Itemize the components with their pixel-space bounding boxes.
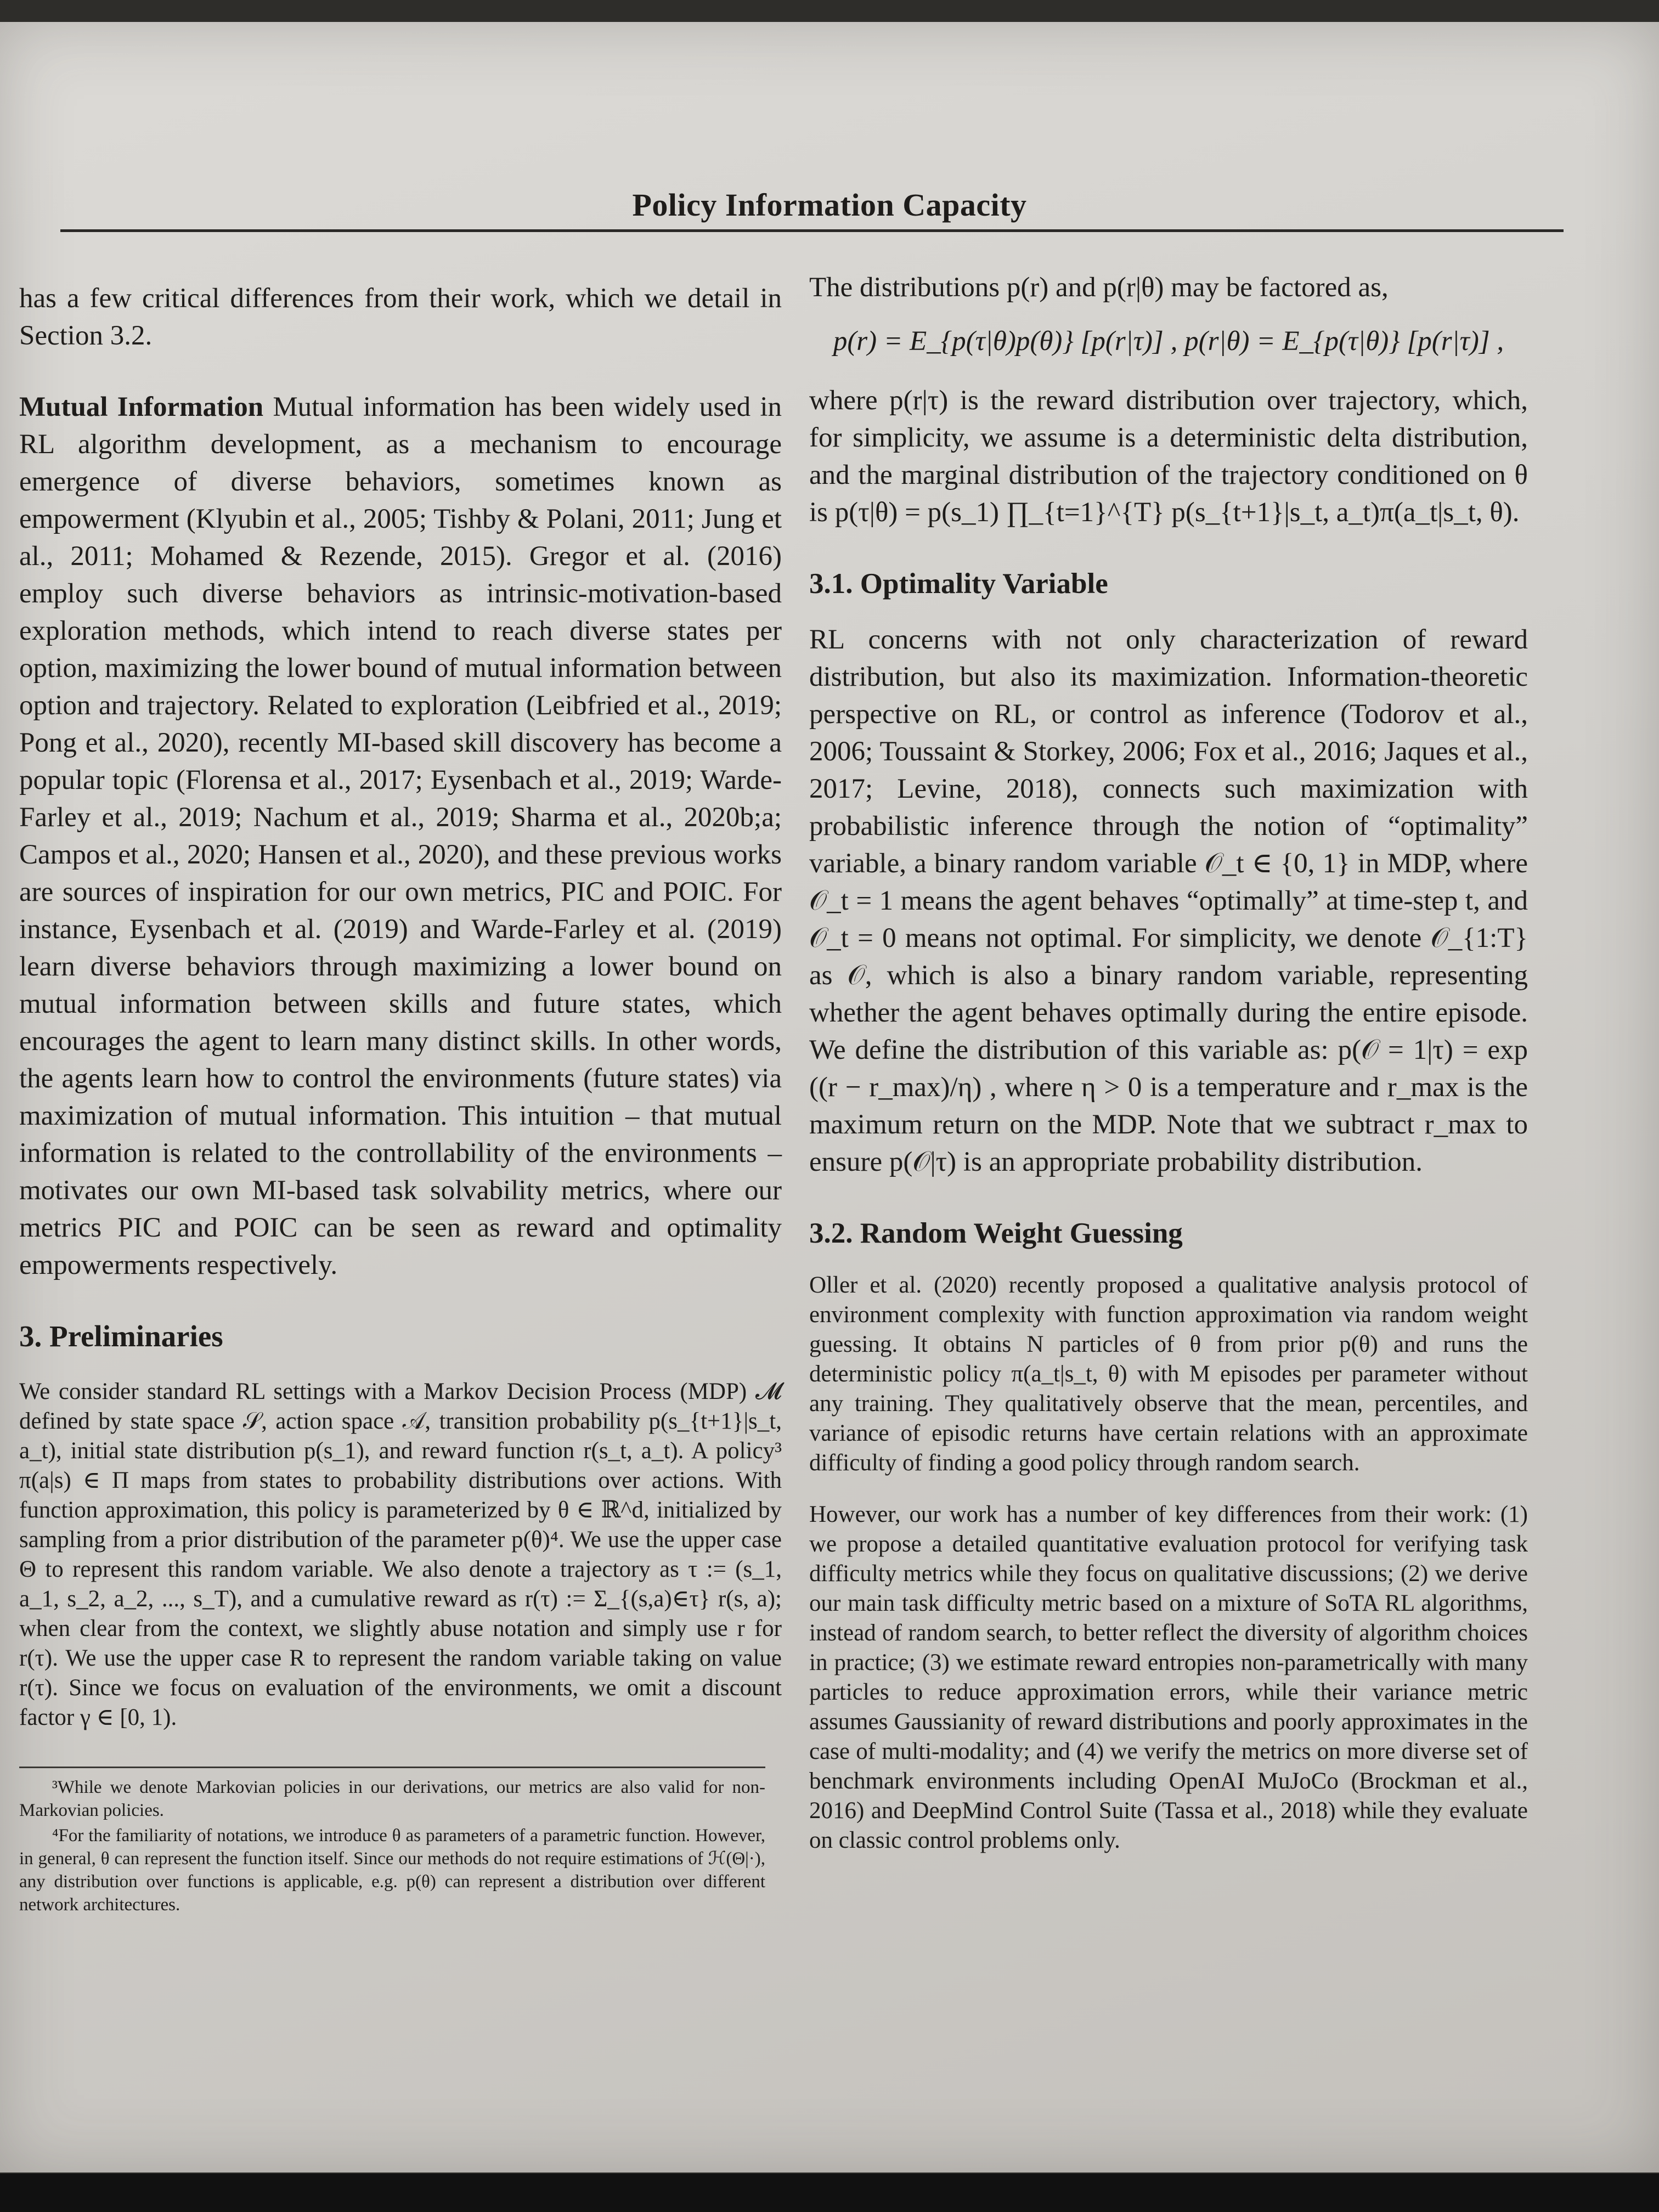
paper-page	[0, 22, 1659, 2172]
footnote-4: ⁴For the familiarity of notations, we introduce θ as parameters of a parametric function. However, in general, θ can represent the function itself. Since our methods do not require estimations of ℋ(Θ|·), any distribution over functions is applicable, e.g. p(θ) can represent a distribution over different network architectures.	[19, 1826, 765, 1915]
running-head: Policy Information Capacity	[632, 187, 1027, 223]
left-column	[19, 280, 782, 1918]
subsection-title-random-weight-guessing: 3.2. Random Weight Guessing	[809, 1217, 1183, 1249]
reward-factorization-equation: p(r) = E_{p(τ|θ)p(θ)} [p(r|τ)] , p(r|θ) = E_{p(τ|θ)} [p(r|τ)] ,	[833, 326, 1504, 357]
footnote-3: ³While we denote Markovian policies in our derivations, our metrics are also valid for non-Markovian policies.	[19, 1778, 765, 1820]
mutual-information-paragraph	[19, 388, 782, 1284]
mutual-information-body: Mutual information has been widely used in RL algorithm development, as a mechanism to encourage emergence of diverse behaviors, sometimes known as empowerment (Klyubin et al., 2005; Tishby & Polani, 2011; Jung et al., 2011; Mohamed & Rezende, 2015). Gregor et al. (2016) employ such diverse behaviors as intrinsic-motivation-based exploration methods, which intend to reach diverse states per option, maximizing the lower bound of mutual information between option and trajectory. Related to exploration (Leibfried et al., 2019; Pong et al., 2020), recently MI-based skill discovery has become a popular topic (Florensa et al., 2017; Eysenbach et al., 2019; Warde-Farley et al., 2019; Nachum et al., 2019; Sharma et al., 2020b;a; Campos et al., 2020; Hansen et al., 2020), and these previous works are sources of inspiration for our own metrics, PIC and POIC. For instance, Eysenbach et al. (2019) and Warde-Farley et al. (2019) learn diverse behaviors through maximizing a lower bound on mutual information between skills and future states, which encourages the agent to learn many distinct skills. In other words, the agents learn how to control the environments (future states) via maximization of mutual information. This intuition – that mutual information is related to the controllability of the environments – motivates our own MI-based task solvability metrics, where our metrics PIC and POIC can be seen as reward and optimality empowerments respectively.	[19, 392, 782, 1280]
random-weight-paragraph-2: However, our work has a number of key differences from their work: (1) we propose a detailed quantitative evaluation protocol for verifying task difficulty metrics while they focus on qualitative discussions; (2) we derive our main task difficulty metric based on a mixture of SoTA RL algorithms, instead of random search, to better reflect the diversity of algorithm choices in practice; (3) we estimate reward entropies non-parametrically with many particles to reduce approximation errors, while their variance metric assumes Gaussianity of reward distributions and poorly approximates in the case of multi-modality; and (4) we verify the metrics on more diverse set of benchmark environments including OpenAI MuJoCo (Brockman et al., 2016) and DeepMind Control Suite (Tassa et al., 2018) while they evaluate on classic control problems only.	[809, 1502, 1528, 1853]
right-column	[809, 269, 1528, 1889]
desk-edge	[0, 2174, 1659, 2212]
preliminaries-paragraph: We consider standard RL settings with a Markov Decision Process (MDP) 𝓜 defined by state space 𝒮, action space 𝒜, transition probability p(s_{t+1}|s_t, a_t), initial state distribution p(s_1), and reward function r(s_t, a_t). A policy³ π(a|s) ∈ Π maps from states to probability distributions over actions. With function approximation, this policy is parameterized by θ ∈ ℝ^d, initialized by sampling from a prior distribution of the parameter p(θ)⁴. We use the upper case Θ to represent this random variable. We also denote a trajectory as τ := (s_1, a_1, s_2, a_2, ..., s_T), and a cumulative reward as r(τ) := Σ_{(s,a)∈τ} r(s, a); when clear from the context, we slightly abuse notation and simply use r for r(τ). We use the upper case R to represent the random variable taking on value r(τ). Since we focus on evaluation of the environments, we omit a discount factor γ ∈ [0, 1).	[19, 1379, 782, 1730]
header-rule	[60, 229, 1564, 232]
section-title-preliminaries: 3. Preliminaries	[19, 1319, 223, 1353]
optimality-variable-paragraph: RL concerns with not only characterization of reward distribution, but also its maximization. Information-theoretic perspective on RL, or control as inference (Todorov et al., 2006; Toussaint & Storkey, 2006; Fox et al., 2016; Jaques et al., 2017; Levine, 2018), connects such maximization with probabilistic inference through the notion of “optimality” variable, a binary random variable 𝒪_t ∈ {0, 1} in MDP, where 𝒪_t = 1 means the agent behaves “optimally” at time-step t, and 𝒪_t = 0 means not optimal. For simplicity, we denote 𝒪_{1:T} as 𝒪, which is also a binary random variable, representing whether the agent behaves optimally during the entire episode. We define the distribution of this variable as: p(𝒪 = 1|τ) = exp ((r − r_max)/η) , where η > 0 is a temperature and r_max is the maximum return on the MDP. Note that we subtract r_max to ensure p(𝒪|τ) is an appropriate probability distribution.	[809, 624, 1528, 1177]
factor-paragraph: The distributions p(r) and p(r|θ) may be factored as,	[809, 272, 1389, 303]
trajectory-paragraph: where p(r|τ) is the reward distribution over trajectory, which, for simplicity, we assume is a deterministic delta distribution, and the marginal distribution of the trajectory conditioned on θ is p(τ|θ) = p(s_1) ∏_{t=1}^{T} p(s_{t+1}|s_t, a_t)π(a_t|s_t, θ).	[809, 385, 1528, 528]
random-weight-paragraph-1: Oller et al. (2020) recently proposed a qualitative analysis protocol of environment complexity with function approximation via random weight guessing. It obtains N particles of θ from prior p(θ) and runs the deterministic policy π(a_t|s_t, θ) with M episodes per parameter without any training. They qualitatively observe that the mean, percentiles, and variance of episodic returns have certain relations with an approximate difficulty of finding a good policy through random search.	[809, 1272, 1528, 1476]
intro-paragraph: has a few critical differences from their work, which we detail in Section 3.2.	[19, 283, 782, 351]
subsection-title-optimality-variable: 3.1. Optimality Variable	[809, 568, 1108, 600]
mutual-information-heading: Mutual Information	[19, 392, 264, 422]
footnotes	[19, 1767, 765, 1916]
